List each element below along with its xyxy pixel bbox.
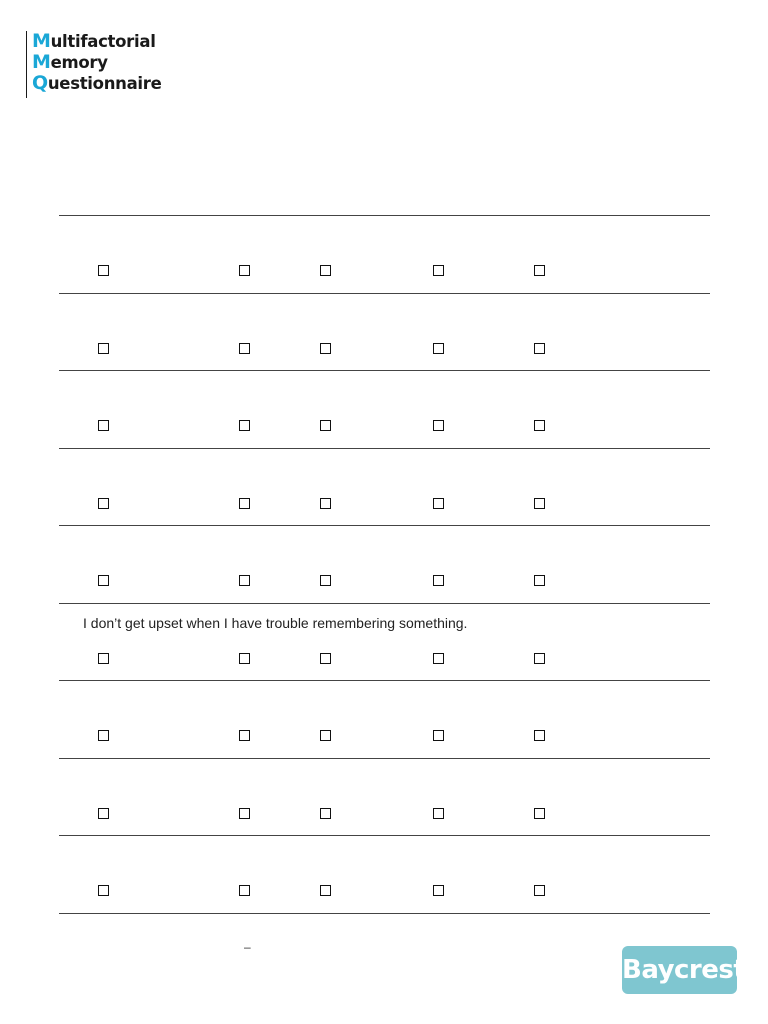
response-checkbox-1[interactable] bbox=[98, 265, 109, 276]
question-row bbox=[59, 681, 710, 759]
response-checkbox-1[interactable] bbox=[98, 343, 109, 354]
response-checkbox-3[interactable] bbox=[320, 265, 331, 276]
question-row bbox=[59, 216, 710, 294]
response-checkbox-1[interactable] bbox=[98, 808, 109, 819]
response-checkbox-5[interactable] bbox=[534, 498, 545, 509]
response-checkbox-5[interactable] bbox=[534, 808, 545, 819]
response-checkbox-4[interactable] bbox=[433, 730, 444, 741]
logo-line-3: Questionnaire bbox=[32, 72, 162, 94]
response-checkbox-3[interactable] bbox=[320, 343, 331, 354]
question-list bbox=[59, 215, 710, 914]
response-checkbox-3[interactable] bbox=[320, 653, 331, 664]
response-checkbox-1[interactable] bbox=[98, 885, 109, 896]
response-checkbox-2[interactable] bbox=[239, 575, 250, 586]
response-checkbox-5[interactable] bbox=[534, 885, 545, 896]
response-checkbox-2[interactable] bbox=[239, 343, 250, 354]
question-row bbox=[59, 449, 710, 527]
logo-line-2: Memory bbox=[32, 51, 108, 73]
response-checkbox-2[interactable] bbox=[239, 730, 250, 741]
response-checkbox-4[interactable] bbox=[433, 420, 444, 431]
response-checkbox-1[interactable] bbox=[98, 730, 109, 741]
question-text: I don’t get upset when I have trouble remembering something. bbox=[83, 614, 468, 631]
response-checkbox-2[interactable] bbox=[239, 265, 250, 276]
baycrest-logo: Baycrest bbox=[622, 946, 737, 994]
footer-mark: – bbox=[244, 940, 251, 954]
question-row bbox=[59, 526, 710, 604]
response-checkbox-4[interactable] bbox=[433, 575, 444, 586]
response-checkbox-5[interactable] bbox=[534, 575, 545, 586]
response-checkbox-4[interactable] bbox=[433, 343, 444, 354]
response-checkbox-5[interactable] bbox=[534, 343, 545, 354]
response-checkbox-2[interactable] bbox=[239, 420, 250, 431]
response-checkbox-2[interactable] bbox=[239, 653, 250, 664]
response-checkbox-4[interactable] bbox=[433, 265, 444, 276]
question-row bbox=[59, 836, 710, 914]
response-checkbox-2[interactable] bbox=[239, 498, 250, 509]
question-row bbox=[59, 371, 710, 449]
response-checkbox-4[interactable] bbox=[433, 885, 444, 896]
question-row bbox=[59, 759, 710, 837]
response-checkbox-5[interactable] bbox=[534, 265, 545, 276]
question-row bbox=[59, 604, 710, 682]
response-checkbox-1[interactable] bbox=[98, 498, 109, 509]
response-checkbox-4[interactable] bbox=[433, 653, 444, 664]
logo-line-1: Multifactorial bbox=[32, 30, 156, 52]
response-checkbox-3[interactable] bbox=[320, 808, 331, 819]
response-checkbox-5[interactable] bbox=[534, 730, 545, 741]
response-checkbox-3[interactable] bbox=[320, 885, 331, 896]
response-checkbox-1[interactable] bbox=[98, 420, 109, 431]
response-checkbox-5[interactable] bbox=[534, 420, 545, 431]
response-checkbox-3[interactable] bbox=[320, 730, 331, 741]
response-checkbox-1[interactable] bbox=[98, 575, 109, 586]
mmq-logo bbox=[26, 31, 162, 98]
response-checkbox-3[interactable] bbox=[320, 498, 331, 509]
question-row bbox=[59, 294, 710, 372]
response-checkbox-1[interactable] bbox=[98, 653, 109, 664]
response-checkbox-4[interactable] bbox=[433, 498, 444, 509]
response-checkbox-2[interactable] bbox=[239, 885, 250, 896]
response-checkbox-4[interactable] bbox=[433, 808, 444, 819]
response-checkbox-3[interactable] bbox=[320, 420, 331, 431]
response-checkbox-5[interactable] bbox=[534, 653, 545, 664]
response-checkbox-2[interactable] bbox=[239, 808, 250, 819]
response-checkbox-3[interactable] bbox=[320, 575, 331, 586]
